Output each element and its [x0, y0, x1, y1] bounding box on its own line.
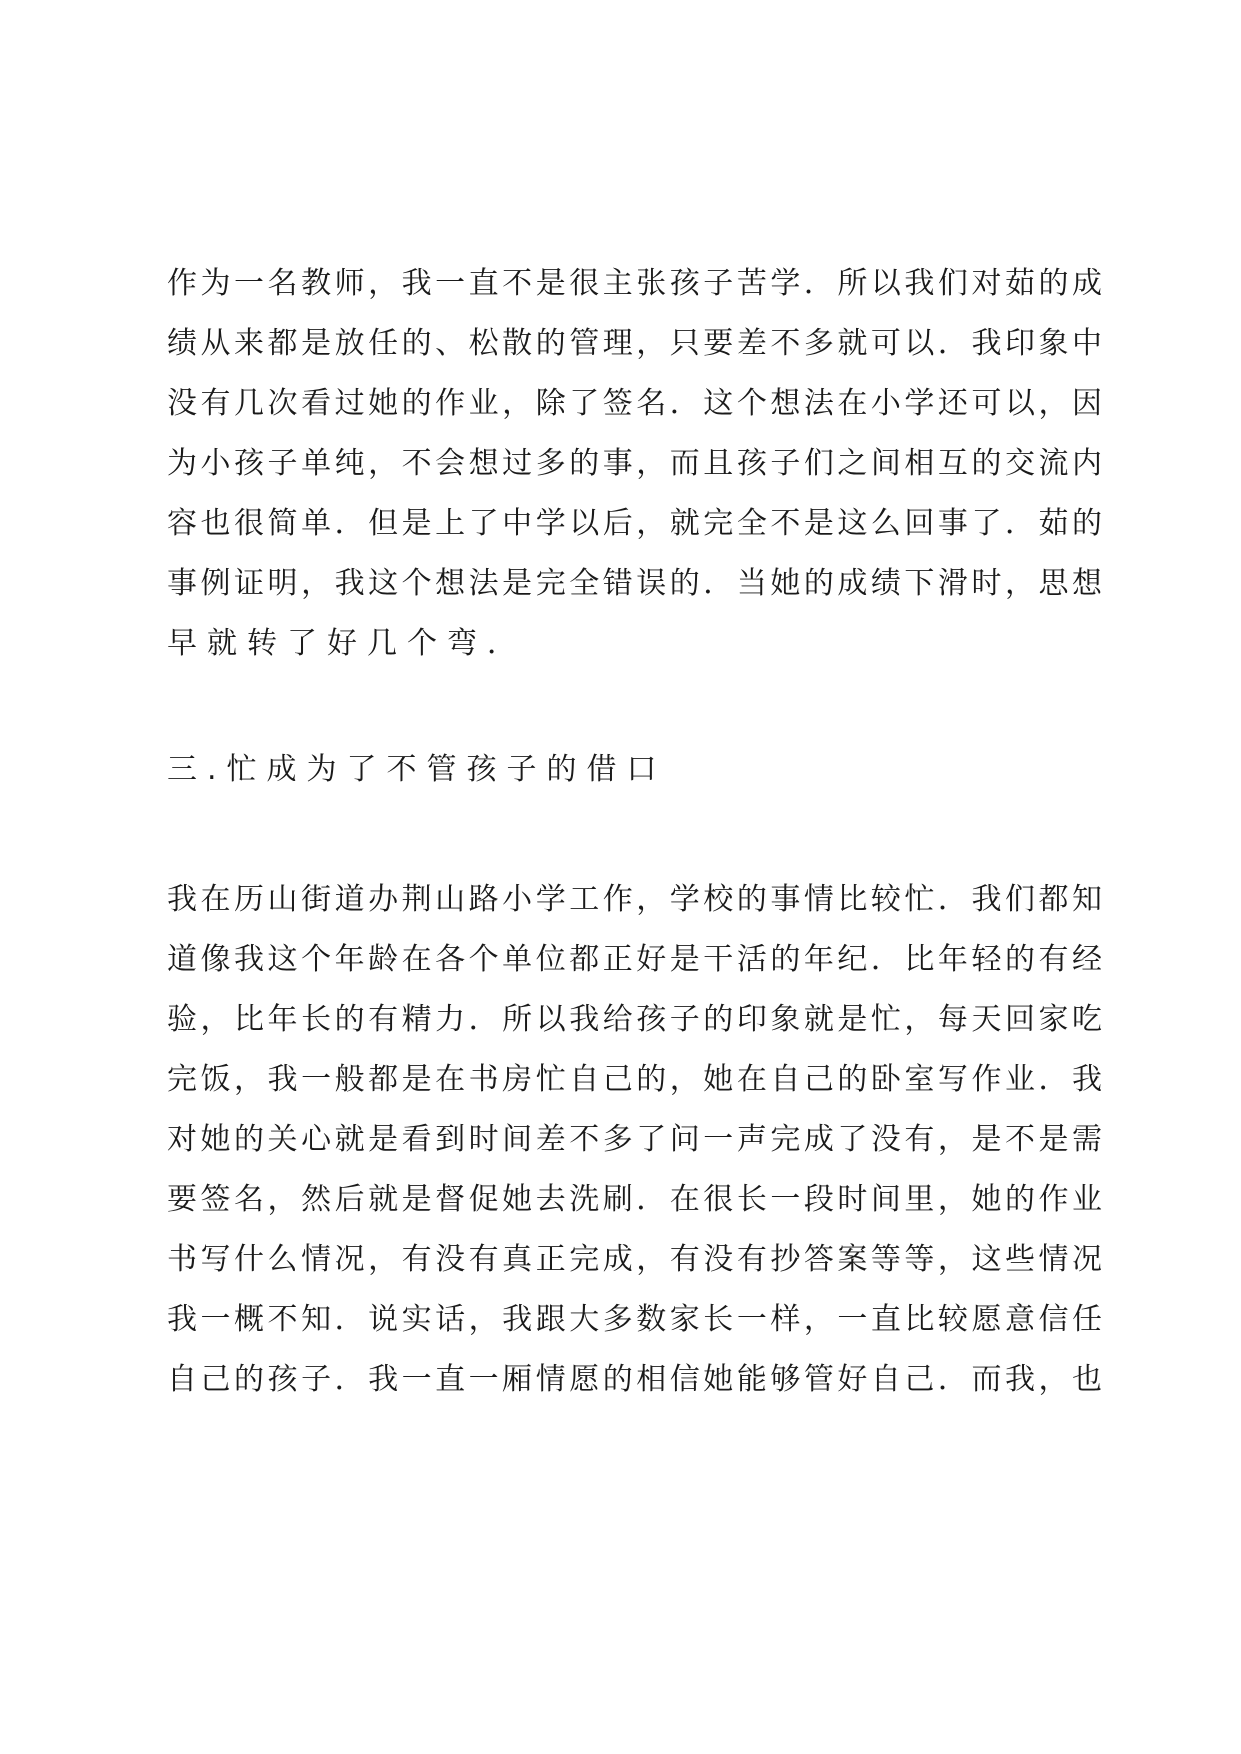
- paragraph-1-line: 事例证明，我这个想法是完全错误的．当她的成绩下滑时，思想: [167, 566, 1102, 601]
- paragraph-1-line: 绩从来都是放任的、松散的管理，只要差不多就可以．我印象中: [167, 326, 1102, 361]
- section-heading: 三.忙成为了不管孩子的借口: [167, 752, 667, 787]
- paragraph-1-line: 作为一名教师，我一直不是很主张孩子苦学．所以我们对茹的成: [167, 266, 1102, 301]
- paragraph-1-line: 早就转了好几个弯．: [167, 626, 527, 661]
- paragraph-1-line: 没有几次看过她的作业，除了签名．这个想法在小学还可以，因: [167, 386, 1102, 421]
- paragraph-2-line: 书写什么情况，有没有真正完成，有没有抄答案等等，这些情况: [167, 1242, 1102, 1277]
- document-page: [167, 0, 1102, 1754]
- paragraph-2-line: 完饭，我一般都是在书房忙自己的，她在自己的卧室写作业．我: [167, 1062, 1102, 1097]
- paragraph-2-line: 我一概不知．说实话，我跟大多数家长一样，一直比较愿意信任: [167, 1302, 1102, 1337]
- paragraph-1-line: 容也很简单．但是上了中学以后，就完全不是这么回事了．茹的: [167, 506, 1102, 541]
- paragraph-2-line: 验，比年长的有精力．所以我给孩子的印象就是忙，每天回家吃: [167, 1002, 1102, 1037]
- paragraph-2-line: 自己的孩子．我一直一厢情愿的相信她能够管好自己．而我，也: [167, 1362, 1102, 1397]
- paragraph-1-line: 为小孩子单纯，不会想过多的事，而且孩子们之间相互的交流内: [167, 446, 1102, 481]
- paragraph-2-line: 对她的关心就是看到时间差不多了问一声完成了没有，是不是需: [167, 1122, 1102, 1157]
- paragraph-2-line: 我在历山街道办荆山路小学工作，学校的事情比较忙．我们都知: [167, 882, 1102, 917]
- paragraph-2-line: 要签名，然后就是督促她去洗刷．在很长一段时间里，她的作业: [167, 1182, 1102, 1217]
- paragraph-2-line: 道像我这个年龄在各个单位都正好是干活的年纪．比年轻的有经: [167, 942, 1102, 977]
